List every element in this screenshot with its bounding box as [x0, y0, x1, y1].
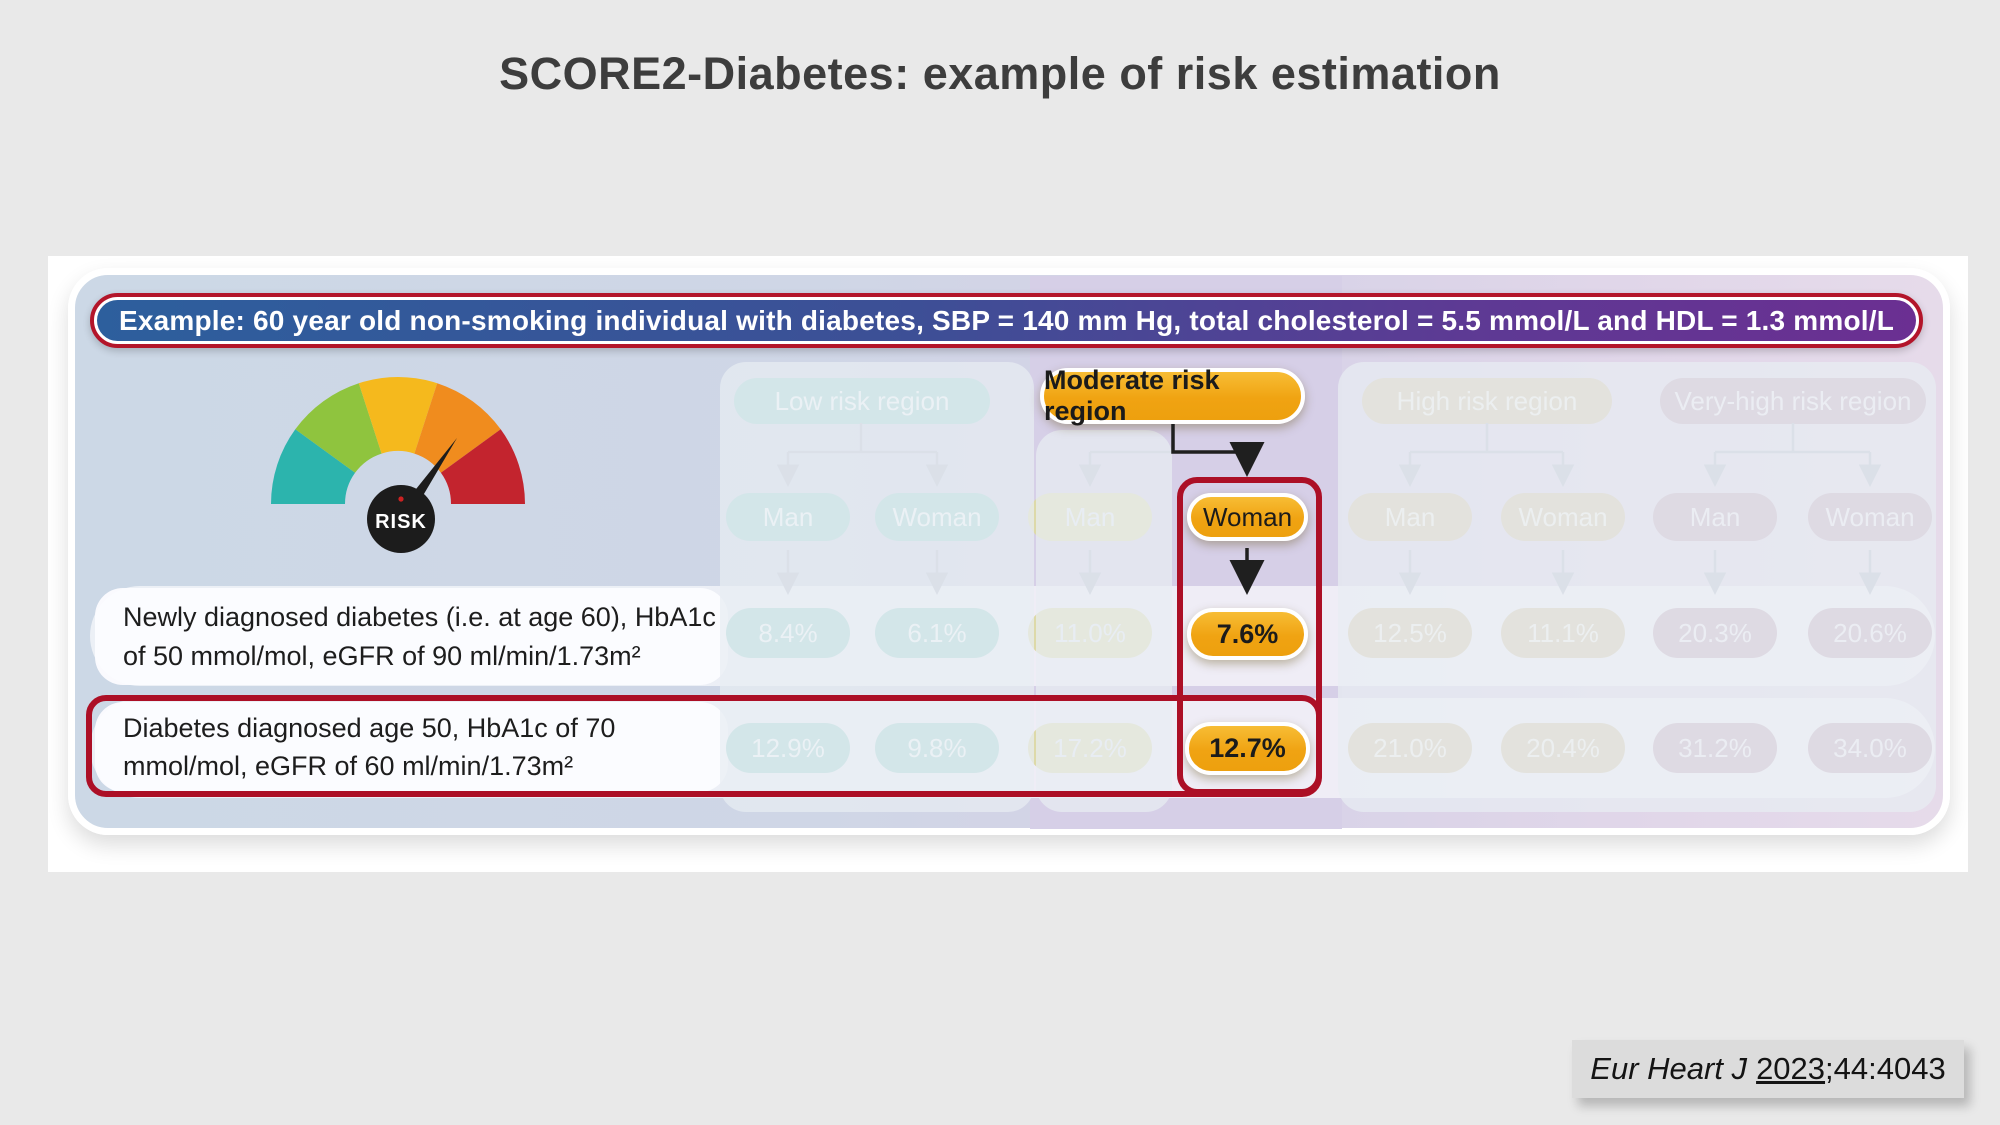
citation: [1572, 1040, 1964, 1098]
example-banner-text: Example: 60 year old non-smoking individual with diabetes, SBP = 140 mm Hg, total cholesterol = 5.5 mmol/L and HDL = 1.3 mmol/L: [97, 300, 1916, 341]
gauge-label: RISK: [375, 511, 427, 533]
citation-journal: Eur Heart J: [1590, 1051, 1748, 1086]
row2-line1: Diabetes diagnosed age 50, HbA1c of 70: [123, 712, 616, 743]
highlight-box-row2: [86, 695, 1322, 797]
page-title: SCORE2-Diabetes: example of risk estimation: [499, 48, 1501, 99]
value-row1-moderate-woman: 7.6%: [1187, 608, 1308, 660]
example-banner: [90, 293, 1923, 348]
row1-line2: of 50 mmol/mol, eGFR of 90 ml/min/1.73m²: [123, 640, 641, 671]
row1-description: [95, 588, 728, 685]
overlay-high-and-very-high: [1338, 362, 1936, 812]
risk-gauge-icon: [228, 339, 568, 569]
pill-moderate-woman: Woman: [1187, 493, 1308, 541]
citation-year: 2023: [1756, 1051, 1826, 1086]
value-row2-moderate-woman: 12.7%: [1185, 722, 1310, 775]
gauge-dot: [398, 496, 403, 501]
row2-line2: mmol/mol, eGFR of 60 ml/min/1.73m²: [123, 751, 574, 781]
citation-suffix: ;44:4043: [1825, 1051, 1946, 1086]
header-moderate-risk-region: Moderate risk region: [1040, 368, 1305, 424]
row1-line1: Newly diagnosed diabetes (i.e. at age 60), HbA1c: [123, 602, 716, 633]
